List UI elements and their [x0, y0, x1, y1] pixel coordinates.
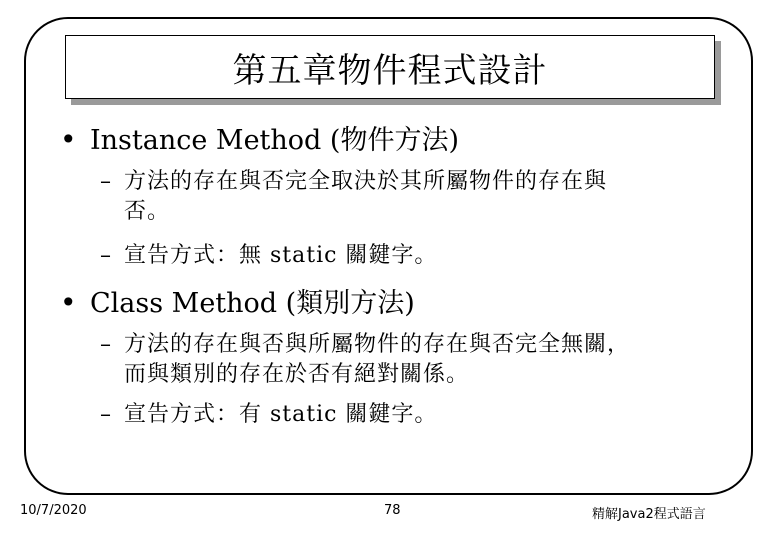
bullet-dot: • — [60, 286, 77, 319]
bullet-instance-method — [60, 118, 459, 157]
sub-bullet-line: 宣告方式：有 static 關鍵字。 — [124, 402, 438, 427]
bullet-text: Instance Method (物件方法) — [90, 125, 459, 156]
bullet-dot: • — [60, 123, 77, 156]
sub-bullet-dash: – — [100, 243, 111, 268]
footer-course-name: 精解Java2程式語言 — [592, 507, 706, 522]
footer-date: 10/7/2020 — [20, 503, 87, 518]
sub-bullet-dash: – — [100, 169, 111, 194]
sub-bullet-line: 否。 — [124, 199, 171, 224]
sub-bullet-dash: – — [100, 402, 111, 427]
title-box — [65, 35, 715, 99]
bullet-text: Class Method (類別方法) — [90, 288, 415, 319]
sub-bullet — [100, 167, 607, 227]
sub-bullet — [100, 241, 437, 271]
sub-bullet-line: 方法的存在與否與所屬物件的存在與否完全無關， — [124, 332, 631, 357]
sub-bullet — [100, 330, 630, 390]
sub-bullet — [100, 400, 437, 430]
bullet-class-method — [60, 281, 415, 320]
sub-bullet-line: 方法的存在與否完全取決於其所屬物件的存在與 — [124, 169, 608, 194]
slide-title: 第五章物件程式設計 — [232, 50, 548, 91]
sub-bullet-line: 而與類別的存在於否有絕對關係。 — [124, 362, 470, 387]
sub-bullet-line: 宣告方式：無 static 關鍵字。 — [124, 243, 438, 268]
sub-bullet-dash: – — [100, 332, 111, 357]
footer-page-number: 78 — [384, 503, 401, 518]
